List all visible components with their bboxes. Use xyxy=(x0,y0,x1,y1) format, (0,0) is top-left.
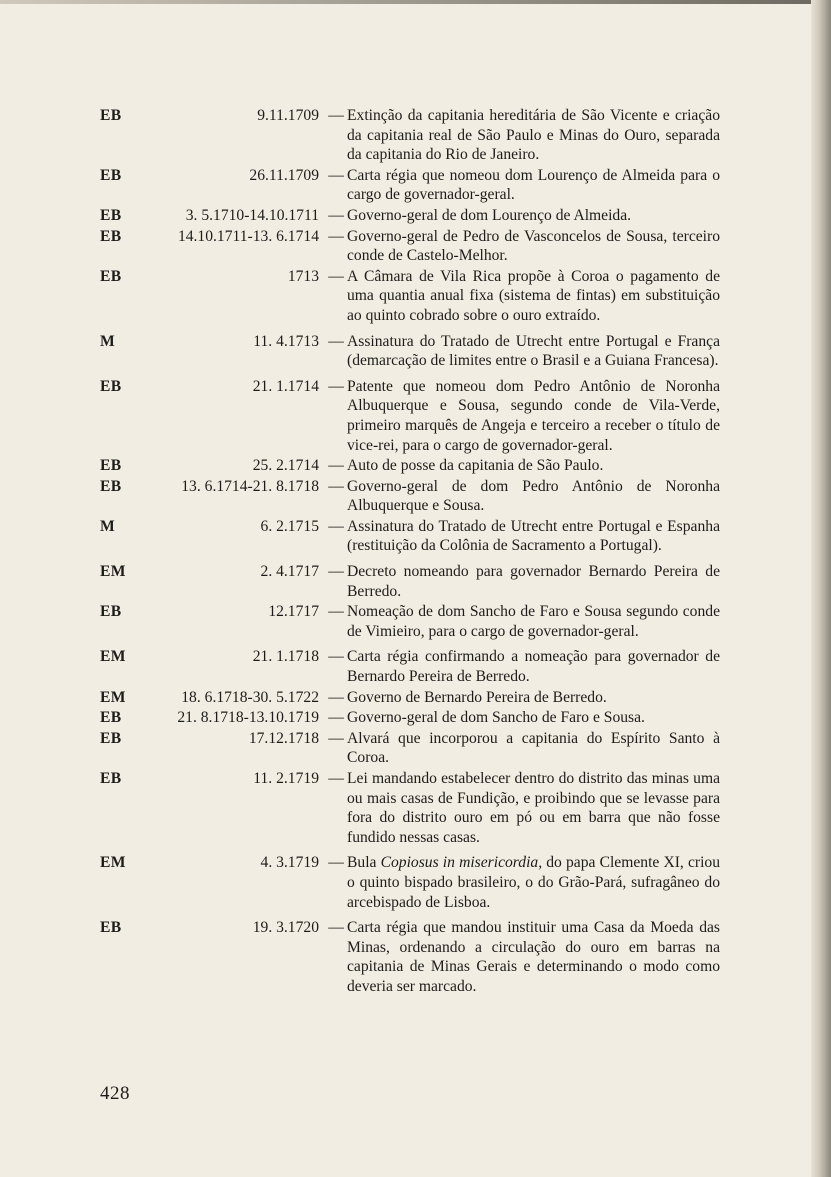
entry-date: 11. 2.1719 xyxy=(253,770,319,787)
entry-text: Nomeação de dom Sancho de Faro e Sousa segundo conde de Vimieiro, para o cargo de governador-geral. xyxy=(347,603,720,640)
entry-text xyxy=(347,853,720,912)
entry-text: Decreto nomeando para governador Bernardo Pereira de Berredo. xyxy=(347,563,720,600)
entry-code: EB xyxy=(100,377,122,395)
chronology-entry xyxy=(100,853,720,912)
entry-dash: — xyxy=(328,166,344,184)
page-edge-shadow xyxy=(811,0,831,1177)
entry-code: EB xyxy=(100,227,122,245)
entry-date: 9.11.1709 xyxy=(257,107,319,124)
entry-date: 14.10.1711-13. 6.1714 xyxy=(177,227,319,245)
entry-text: Governo-geral de Pedro de Vasconcelos de Sousa, terceiro conde de Castelo-Melhor. xyxy=(347,227,720,265)
entry-text: Governo de Bernardo Pereira de Berredo. xyxy=(347,688,607,706)
entry-dash: — xyxy=(328,267,344,285)
entry-text: Auto de posse da capitania de São Paulo. xyxy=(347,457,604,475)
entry-text: Assinatura do Tratado de Utrecht entre Portugal e França (demarcação de limites entre o Brasil e a Guiana Francesa). xyxy=(347,332,720,370)
entry-code: M xyxy=(100,517,116,535)
entry-dash: — xyxy=(328,517,344,535)
entry-date: 17.12.1718 xyxy=(248,729,319,747)
chronology-entry xyxy=(100,602,720,641)
chronology-entry xyxy=(100,688,720,708)
entry-dash: — xyxy=(328,332,344,350)
entry-dash: — xyxy=(328,919,344,937)
entry-date: 19. 3.1720 xyxy=(252,919,319,937)
entry-text: Assinatura do Tratado de Utrecht entre Portugal e Espanha (restituição da Colônia de Sacramento a Portugal). xyxy=(347,517,720,555)
entry-text: Lei mandando estabelecer dentro do distrito das minas uma ou mais casas de Fundição, e proibindo que se levasse para fora do distrito ouro em pó ou em barra que não fosse fundido nessas casas. xyxy=(347,770,720,846)
entry-code: M xyxy=(100,332,116,350)
entry-date: 18. 6.1718-30. 5.1722 xyxy=(181,688,319,706)
entry-dash: — xyxy=(328,709,344,727)
entry-code: EB xyxy=(100,919,122,937)
entry-dash: — xyxy=(328,377,344,395)
entry-dash: — xyxy=(328,107,344,124)
chronology-entry xyxy=(100,456,720,476)
entry-date: 11. 4.1713 xyxy=(253,332,319,350)
chronology-entry xyxy=(100,918,720,996)
entry-code: EB xyxy=(100,166,122,184)
entry-date: 1713 xyxy=(287,267,319,285)
entry-code: EB xyxy=(100,457,122,475)
entry-text: Governo-geral de dom Lourenço de Almeida. xyxy=(347,206,632,224)
entry-date: 21. 1.1714 xyxy=(252,377,319,395)
entry-dash: — xyxy=(328,457,344,475)
entry-code: EB xyxy=(100,770,122,787)
entry-dash: — xyxy=(328,729,344,747)
entry-text: Carta régia confirmando a nomeação para governador de Bernardo Pereira de Berredo. xyxy=(347,648,720,686)
chronology-list xyxy=(100,106,720,998)
entry-date: 12.1717 xyxy=(268,603,319,621)
chronology-entry xyxy=(100,477,720,516)
chronology-entry xyxy=(100,769,720,847)
entry-text: Alvará que incorporou a capitania do Espírito Santo à Coroa. xyxy=(347,729,720,767)
entry-date: 21. 1.1718 xyxy=(252,648,319,666)
entry-dash: — xyxy=(328,770,344,787)
chronology-entry xyxy=(100,106,720,165)
chronology-entry xyxy=(100,166,720,205)
entry-dash: — xyxy=(328,227,344,245)
entry-text-after: do papa Clemente XI, criou o quinto bispado brasileiro, o do Grão-Pará, sufragâneo do arcebispado de Lisboa. xyxy=(347,854,721,911)
entry-code: EB xyxy=(100,206,122,224)
entry-dash: — xyxy=(328,854,344,872)
entry-text: Governo-geral de dom Pedro Antônio de Noronha Albuquerque e Sousa. xyxy=(347,477,720,515)
entry-date: 3. 5.1710-14.10.1711 xyxy=(185,206,319,224)
chronology-entry xyxy=(100,517,720,556)
entry-date: 6. 2.1715 xyxy=(260,517,319,535)
entry-date: 25. 2.1714 xyxy=(252,457,319,475)
entry-date: 21. 8.1718-13.10.1719 xyxy=(177,709,319,727)
chronology-entry xyxy=(100,377,720,455)
entry-text: Patente que nomeou dom Pedro Antônio de Noronha Albuquerque e Sousa, segundo conde de Vila-Verde, primeiro marquês de Angeja e terceiro a receber o título de vice-rei, para o cargo de governador-geral. xyxy=(347,377,720,454)
page-number: 428 xyxy=(100,1083,130,1104)
entry-date: 26.11.1709 xyxy=(249,166,319,184)
entry-dash: — xyxy=(328,688,344,706)
chronology-entry xyxy=(100,267,720,326)
entry-code: EB xyxy=(100,107,122,124)
entry-code: EB xyxy=(100,729,122,747)
page-top-shadow xyxy=(0,0,831,4)
entry-dash: — xyxy=(328,563,344,581)
entry-code: EM xyxy=(100,648,126,666)
entry-text: A Câmara de Vila Rica propõe à Coroa o pagamento de uma quantia anual fixa (sistema de fintas) em substituição ao quinto cobrado sobre o ouro extraído. xyxy=(347,267,720,324)
entry-dash: — xyxy=(328,603,344,621)
chronology-entry xyxy=(100,227,720,266)
entry-code: EM xyxy=(100,688,126,706)
entry-dash: — xyxy=(328,648,344,666)
entry-code: EB xyxy=(100,709,122,727)
entry-code: EM xyxy=(100,854,126,872)
entry-dash: — xyxy=(328,206,344,224)
entry-text: Carta régia que mandou instituir uma Casa da Moeda das Minas, ordenando a circulação do ouro em barras na capitania de Minas Gerais e determinando o modo como deveria ser marcado. xyxy=(347,919,720,995)
entry-date: 4. 3.1719 xyxy=(260,854,319,872)
entry-text: Extinção da capitania hereditária de São Vicente e criação da capitania real de São Paulo e Minas do Ouro, separada da capitania do Rio de Janeiro. xyxy=(347,107,720,164)
entry-code: EB xyxy=(100,267,122,285)
entry-text: Carta régia que nomeou dom Lourenço de Almeida para o cargo de governador-geral. xyxy=(347,166,720,204)
chronology-entry xyxy=(100,708,720,728)
chronology-entry xyxy=(100,562,720,601)
chronology-entry xyxy=(100,332,720,371)
entry-code: EM xyxy=(100,563,126,581)
chronology-entry xyxy=(100,647,720,686)
entry-date: 2. 4.1717 xyxy=(260,563,319,581)
entry-text-before: Bula xyxy=(347,854,381,872)
entry-date: 13. 6.1714-21. 8.1718 xyxy=(181,477,319,495)
chronology-entry xyxy=(100,729,720,768)
entry-dash: — xyxy=(328,477,344,495)
entry-code: EB xyxy=(100,477,122,495)
entry-code: EB xyxy=(100,603,122,621)
bull-title: Copiosus in misericordia, xyxy=(380,854,543,872)
entry-text: Governo-geral de dom Sancho de Faro e Sousa. xyxy=(347,709,645,727)
chronology-entry xyxy=(100,206,720,226)
